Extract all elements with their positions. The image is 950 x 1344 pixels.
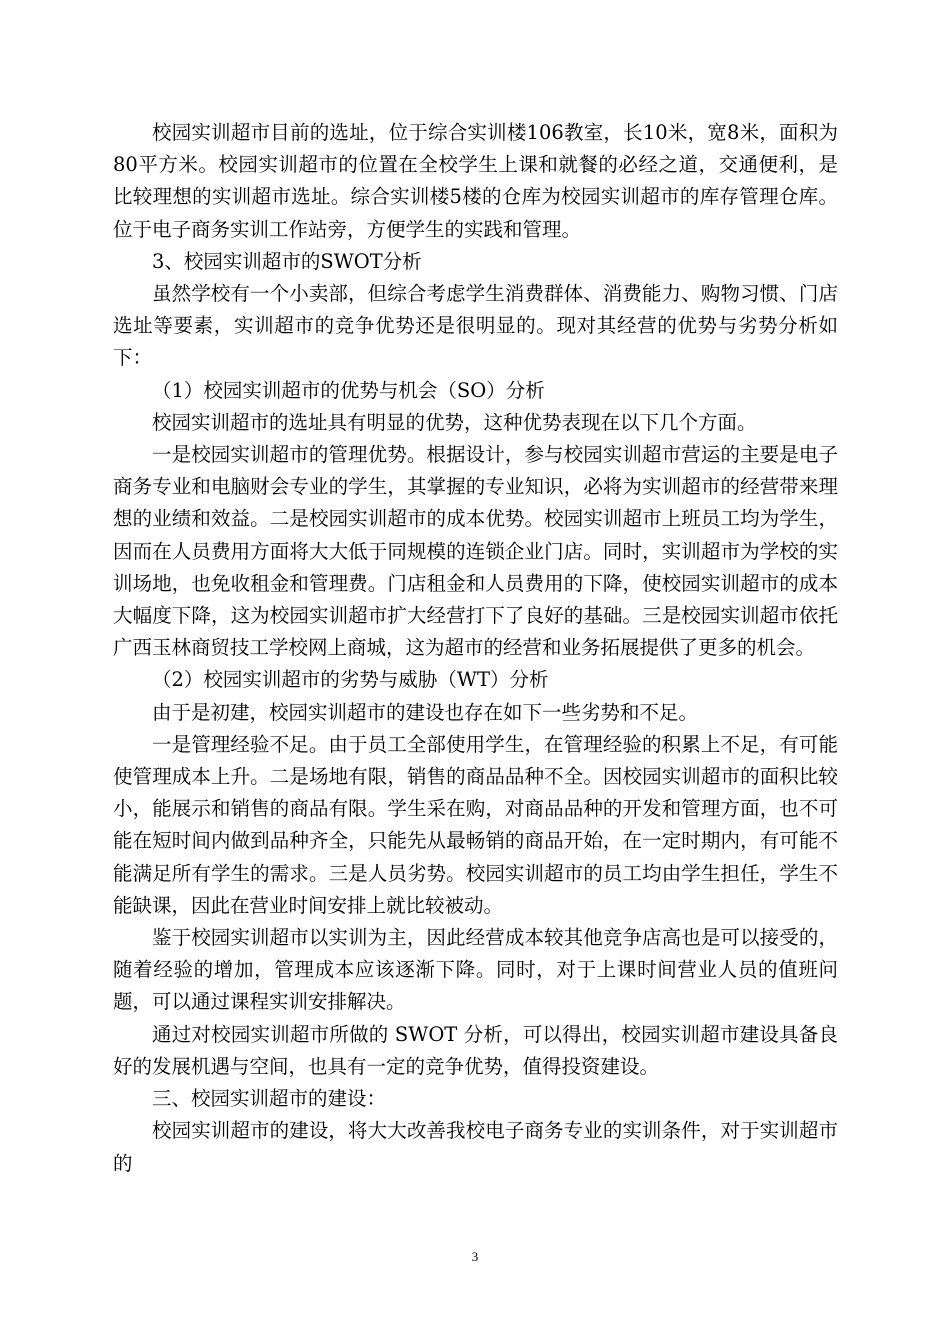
heading-so-analysis: （1）校园实训超市的优势与机会（SO）分析 [152, 378, 545, 402]
paragraph-site-advantage: 校园实训超市的选址具有明显的优势，这种优势表现在以下几个方面。 [152, 410, 757, 434]
heading-swot-analysis: 3、校园实训超市的SWOT分析 [152, 249, 422, 273]
paragraph-weaknesses: 一是管理经验不足。由于员工全部使用学生，在管理经验的积累上不足，有可能使管理成本上升。二是场地有限，销售的商品品种不全。因校园实训超市的面积比较小，能展示和销售的商品有限。学生采在购，对商品品种的开发和管理方面，也不可能在短时间内做到品种齐全，只能先从最畅销的商品开始，在一定时期内，有可能不能满足所有学生的需求。三是人员劣势。校园实训超市的员工均由学生担任，学生不能缺课，因此在营业时间安排上就比较被动。 [113, 732, 838, 917]
paragraph-competitive-advantage: 虽然学校有一个小卖部，但综合考虑学生消费群体、消费能力、购物习惯、门店选址等要素，实训超市的竞争优势还是很明显的。现对其经营的优势与劣势分析如下： [113, 282, 838, 370]
paragraph-cost-note: 鉴于校园实训超市以实训为主，因此经营成本较其他竞争店高也是可以接受的，随着经验的增加，管理成本应该逐渐下降。同时，对于上课时间营业人员的值班问题，可以通过课程实训安排解决。 [113, 926, 838, 1014]
paragraph-site-location: 校园实训超市目前的选址，位于综合实训楼106教室，长10米，宽8米，面积为80平方米。校园实训超市的位置在全校学生上课和就餐的必经之道，交通便利，是比较理想的实训超市选址。综合实训楼5楼的仓库为校园实训超市的库存管理仓库。位于电子商务实训工作站旁，方便学生的实践和管理。 [113, 121, 838, 241]
heading-wt-analysis: （2）校园实训超市的劣势与威胁（WT）分析 [152, 668, 549, 692]
heading-construction: 三、校园实训超市的建设： [152, 1087, 387, 1111]
paragraph-strengths: 一是校园实训超市的管理优势。根据设计，参与校园实训超市营运的主要是电子商务专业和电脑财会专业的学生，其掌握的专业知识，必将为实训超市的经营带来理想的业绩和效益。二是校园实训超市的成本优势。校园实训超市上班员工均为学生，因而在人员费用方面将大大低于同规模的连锁企业门店。同时，实训超市为学校的实训场地，也免收租金和管理费。门店租金和人员费用的下降，使校园实训超市的成本大幅度下降，这为校园实训超市扩大经营打下了良好的基础。三是校园实训超市依托广西玉林商贸技工学校网上商城，这为超市的经营和业务拓展提供了更多的机会。 [113, 443, 838, 660]
paragraph-construction: 校园实训超市的建设，将大大改善我校电子商务专业的实训条件，对于实训超市的 [113, 1119, 838, 1175]
body-text [113, 117, 838, 1180]
paragraph-swot-conclusion: 通过对校园实训超市所做的 SWOT 分析，可以得出，校园实训超市建设具备良好的发展机遇与空间，也具有一定的竞争优势，值得投资建设。 [113, 1022, 838, 1078]
paragraph-weakness-intro: 由于是初建，校园实训超市的建设也存在如下一些劣势和不足。 [152, 700, 699, 724]
page-number: 3 [471, 1249, 479, 1264]
